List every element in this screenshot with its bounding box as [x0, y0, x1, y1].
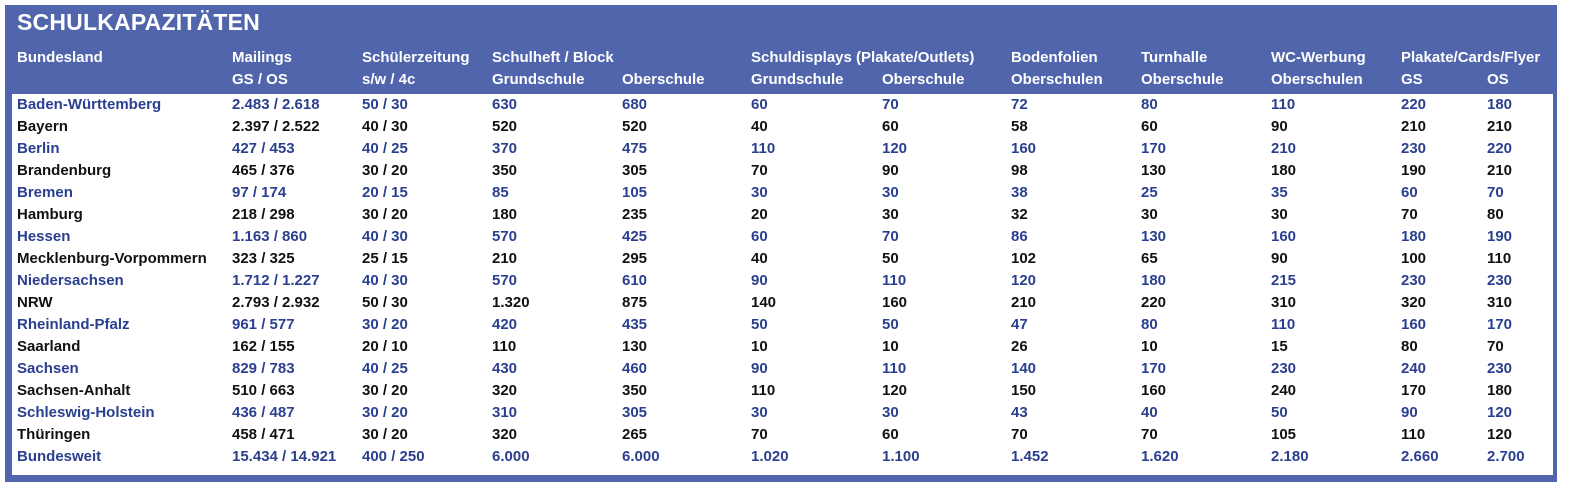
table-cell: 2.397 / 2.522: [232, 118, 320, 135]
table-cell: 160: [1011, 140, 1037, 157]
table-cell: 2.483 / 2.618: [232, 96, 320, 113]
table-cell: 70: [882, 96, 899, 113]
table-cell: 110: [751, 140, 776, 157]
table-cell: 50: [751, 316, 768, 333]
table-cell: 26: [1011, 338, 1028, 355]
table-row: [12, 116, 1553, 138]
column-header: Grundschule: [751, 71, 844, 88]
table-cell: 230: [1271, 360, 1297, 377]
table-cell: 215: [1271, 272, 1297, 289]
table-cell: 305: [622, 404, 648, 421]
table-cell: 210: [1487, 118, 1513, 135]
table-cell: 105: [622, 184, 648, 201]
table-cell: 25 / 15: [362, 250, 408, 267]
table-cell: 40 / 25: [362, 360, 408, 377]
table-cell: 436 / 487: [232, 404, 295, 421]
table-row: [12, 270, 1553, 292]
table-cell: 90: [751, 360, 768, 377]
column-header: Oberschule: [882, 71, 965, 88]
column-header: Bodenfolien: [1011, 49, 1098, 66]
table-cell: 465 / 376: [232, 162, 295, 179]
table-cell: 180: [1141, 272, 1167, 289]
table-cell: 170: [1141, 140, 1167, 157]
table-cell: 2.180: [1271, 448, 1309, 465]
table-cell: 70: [751, 162, 768, 179]
table-cell: 520: [622, 118, 648, 135]
table-cell: 97 / 174: [232, 184, 287, 201]
table-cell: 1.320: [492, 294, 530, 311]
table-cell: 100: [1401, 250, 1427, 267]
table-cell: 30 / 20: [362, 206, 408, 223]
table-cell: 40 / 30: [362, 118, 408, 135]
table-cell: 875: [622, 294, 648, 311]
table-cell: 40 / 30: [362, 272, 408, 289]
table-cell: 458 / 471: [232, 426, 295, 443]
table-cell: 30 / 20: [362, 382, 408, 399]
table-cell: 98: [1011, 162, 1028, 179]
table-cell: 30: [882, 404, 899, 421]
table-cell: 70: [1141, 426, 1158, 443]
table-cell: 70: [751, 426, 768, 443]
table-cell: 30 / 20: [362, 404, 408, 421]
row-label: Niedersachsen: [17, 272, 124, 289]
table-cell: 2.793 / 2.932: [232, 294, 320, 311]
table-cell: 140: [751, 294, 777, 311]
table-cell: 110: [1487, 250, 1512, 267]
table-cell: 90: [1401, 404, 1418, 421]
column-header: Schulheft / Block: [492, 49, 614, 66]
column-header: Bundesland: [17, 49, 103, 66]
table-cell: 961 / 577: [232, 316, 295, 333]
table-cell: 162 / 155: [232, 338, 295, 355]
table-cell: 425: [622, 228, 648, 245]
table-row: [12, 314, 1553, 336]
column-header: GS / OS: [232, 71, 288, 88]
table-cell: 1.100: [882, 448, 920, 465]
table-cell: 20 / 15: [362, 184, 408, 201]
table-cell: 150: [1011, 382, 1037, 399]
table-cell: 90: [751, 272, 768, 289]
table-cell: 70: [1401, 206, 1418, 223]
table-cell: 610: [622, 272, 648, 289]
table-cell: 170: [1141, 360, 1167, 377]
table-cell: 110: [1401, 426, 1426, 443]
table-cell: 20: [751, 206, 768, 223]
table-cell: 10: [1141, 338, 1158, 355]
table-cell: 460: [622, 360, 648, 377]
table-cell: 350: [492, 162, 518, 179]
table-cell: 160: [1141, 382, 1167, 399]
table-cell: 320: [492, 382, 518, 399]
column-header: Oberschule: [1141, 71, 1224, 88]
table-cell: 210: [492, 250, 518, 267]
table-cell: 65: [1141, 250, 1158, 267]
table-cell: 160: [1401, 316, 1427, 333]
table-cell: 30 / 20: [362, 426, 408, 443]
table-cell: 2.660: [1401, 448, 1439, 465]
column-header: Turnhalle: [1141, 49, 1208, 66]
table-cell: 30: [882, 184, 899, 201]
table-cell: 350: [622, 382, 648, 399]
table-cell: 60: [751, 228, 768, 245]
table-cell: 510 / 663: [232, 382, 295, 399]
table-cell: 30: [751, 184, 768, 201]
row-label: NRW: [17, 294, 53, 311]
column-header: Mailings: [232, 49, 293, 66]
table-cell: 680: [622, 96, 648, 113]
table-row: [12, 446, 1553, 468]
table-cell: 130: [622, 338, 648, 355]
table-row: [12, 204, 1553, 226]
row-label: Rheinland-Pfalz: [17, 316, 130, 333]
table-cell: 520: [492, 118, 518, 135]
row-label: Thüringen: [17, 426, 91, 443]
table-cell: 1.020: [751, 448, 789, 465]
column-header: Oberschule: [622, 71, 705, 88]
table-cell: 180: [1487, 382, 1513, 399]
table-cell: 1.452: [1011, 448, 1049, 465]
column-header: Oberschulen: [1011, 71, 1103, 88]
table-cell: 570: [492, 228, 518, 245]
table-cell: 60: [751, 96, 768, 113]
table-cell: 210: [1487, 162, 1513, 179]
table-cell: 110: [882, 272, 907, 289]
table-cell: 80: [1141, 316, 1158, 333]
table-cell: 230: [1401, 140, 1427, 157]
column-header: Plakate/Cards/Flyer: [1401, 49, 1541, 66]
table-cell: 30: [882, 206, 899, 223]
table-cell: 60: [1401, 184, 1418, 201]
table-cell: 25: [1141, 184, 1158, 201]
table-cell: 180: [1401, 228, 1427, 245]
table-frame: [5, 5, 1557, 482]
table-cell: 320: [1401, 294, 1427, 311]
table-cell: 320: [492, 426, 518, 443]
table-cell: 70: [882, 228, 899, 245]
table-cell: 80: [1141, 96, 1158, 113]
table-cell: 420: [492, 316, 518, 333]
table-cell: 180: [1487, 96, 1513, 113]
table-row: [12, 336, 1553, 358]
table-cell: 86: [1011, 228, 1028, 245]
table-cell: 220: [1487, 140, 1513, 157]
table-cell: 370: [492, 140, 518, 157]
table-cell: 30: [751, 404, 768, 421]
row-label: Sachsen-Anhalt: [17, 382, 131, 399]
table-cell: 15.434 / 14.921: [232, 448, 337, 465]
table-cell: 160: [882, 294, 908, 311]
table-cell: 105: [1271, 426, 1297, 443]
table-cell: 80: [1401, 338, 1418, 355]
table-cell: 230: [1487, 272, 1513, 289]
table-cell: 400 / 250: [362, 448, 425, 465]
table-cell: 60: [882, 426, 899, 443]
table-cell: 190: [1487, 228, 1513, 245]
table-cell: 305: [622, 162, 648, 179]
table-row: [12, 160, 1553, 182]
table-row: [12, 248, 1553, 270]
table-cell: 180: [492, 206, 518, 223]
table-cell: 40: [751, 250, 768, 267]
table-cell: 10: [882, 338, 899, 355]
table-cell: 70: [1487, 184, 1504, 201]
table-cell: 230: [1487, 360, 1513, 377]
row-label: Brandenburg: [17, 162, 112, 179]
table-cell: 85: [492, 184, 509, 201]
table-row: [12, 226, 1553, 248]
table-cell: 32: [1011, 206, 1028, 223]
table-cell: 110: [751, 382, 776, 399]
table-cell: 630: [492, 96, 518, 113]
column-header: Schülerzeitung: [362, 49, 470, 66]
table-cell: 50: [1271, 404, 1288, 421]
table-cell: 120: [1011, 272, 1037, 289]
table-cell: 15: [1271, 338, 1288, 355]
row-label: Hamburg: [17, 206, 83, 223]
table-cell: 30 / 20: [362, 162, 408, 179]
table-cell: 40 / 25: [362, 140, 408, 157]
table-row: [12, 94, 1553, 116]
table-cell: 70: [1487, 338, 1504, 355]
table-cell: 190: [1401, 162, 1427, 179]
table-cell: 1.712 / 1.227: [232, 272, 320, 289]
row-label: Mecklenburg-Vorpommern: [17, 250, 207, 267]
column-header: Oberschulen: [1271, 71, 1363, 88]
table-row: [12, 182, 1553, 204]
table-cell: 130: [1141, 162, 1167, 179]
table-row: [12, 424, 1553, 446]
column-header: WC-Werbung: [1271, 49, 1366, 66]
table-row: [12, 358, 1553, 380]
table-cell: 102: [1011, 250, 1037, 267]
table-cell: 120: [1487, 404, 1513, 421]
table-cell: 210: [1401, 118, 1427, 135]
table-cell: 323 / 325: [232, 250, 295, 267]
table-cell: 50: [882, 316, 899, 333]
table-cell: 50 / 30: [362, 96, 408, 113]
table-cell: 6.000: [492, 448, 530, 465]
table-cell: 570: [492, 272, 518, 289]
table-cell: 90: [1271, 118, 1288, 135]
table-cell: 1.620: [1141, 448, 1179, 465]
row-label: Schleswig-Holstein: [17, 404, 155, 421]
table-cell: 110: [1271, 96, 1296, 113]
column-header: OS: [1487, 71, 1509, 88]
table-cell: 160: [1271, 228, 1297, 245]
table-cell: 60: [882, 118, 899, 135]
table-cell: 72: [1011, 96, 1028, 113]
table-cell: 90: [1271, 250, 1288, 267]
table-cell: 1.163 / 860: [232, 228, 308, 245]
column-header: Schuldisplays (Plakate/Outlets): [751, 49, 975, 66]
table-row: [12, 402, 1553, 424]
table-cell: 43: [1011, 404, 1028, 421]
table-cell: 110: [882, 360, 907, 377]
table-cell: 310: [492, 404, 518, 421]
table-row: [12, 380, 1553, 402]
table-cell: 240: [1271, 382, 1297, 399]
row-label: Berlin: [17, 140, 60, 157]
table-cell: 30 / 20: [362, 316, 408, 333]
row-label: Saarland: [17, 338, 81, 355]
table-body: [12, 94, 1553, 475]
table-cell: 40: [1141, 404, 1158, 421]
table-cell: 427 / 453: [232, 140, 295, 157]
table-cell: 475: [622, 140, 648, 157]
table-row: [12, 292, 1553, 314]
table-cell: 80: [1487, 206, 1504, 223]
table-cell: 20 / 10: [362, 338, 408, 355]
table-cell: 6.000: [622, 448, 660, 465]
table-cell: 2.700: [1487, 448, 1525, 465]
table-cell: 40 / 30: [362, 228, 408, 245]
table-cell: 130: [1141, 228, 1167, 245]
column-header: s/w / 4c: [362, 71, 416, 88]
table-cell: 120: [882, 140, 908, 157]
table-cell: 170: [1487, 316, 1513, 333]
table-cell: 30: [1141, 206, 1158, 223]
table-cell: 35: [1271, 184, 1288, 201]
table-cell: 235: [622, 206, 648, 223]
table-cell: 90: [882, 162, 899, 179]
table-cell: 30: [1271, 206, 1288, 223]
table-cell: 430: [492, 360, 518, 377]
table-cell: 50 / 30: [362, 294, 408, 311]
table-cell: 220: [1141, 294, 1167, 311]
table-cell: 829 / 783: [232, 360, 295, 377]
table-row: [12, 138, 1553, 160]
table-cell: 70: [1011, 426, 1028, 443]
table-cell: 47: [1011, 316, 1028, 333]
table-cell: 120: [1487, 426, 1513, 443]
table-cell: 60: [1141, 118, 1158, 135]
table-cell: 50: [882, 250, 899, 267]
table-cell: 218 / 298: [232, 206, 295, 223]
table-cell: 58: [1011, 118, 1028, 135]
table-cell: 120: [882, 382, 908, 399]
table-cell: 435: [622, 316, 648, 333]
row-label: Sachsen: [17, 360, 79, 377]
row-label: Bremen: [17, 184, 73, 201]
table-cell: 38: [1011, 184, 1028, 201]
table-cell: 110: [492, 338, 517, 355]
table-cell: 110: [1271, 316, 1296, 333]
column-header: Grundschule: [492, 71, 585, 88]
table-cell: 310: [1487, 294, 1513, 311]
table-cell: 240: [1401, 360, 1427, 377]
row-label: Bayern: [17, 118, 68, 135]
table-cell: 180: [1271, 162, 1297, 179]
table-cell: 40: [751, 118, 768, 135]
column-header: GS: [1401, 71, 1423, 88]
table-cell: 210: [1011, 294, 1037, 311]
table-cell: 10: [751, 338, 768, 355]
table-cell: 170: [1401, 382, 1427, 399]
table-cell: 210: [1271, 140, 1297, 157]
table-title: SCHULKAPAZITÄTEN: [17, 9, 260, 35]
table-cell: 310: [1271, 294, 1297, 311]
table-cell: 140: [1011, 360, 1037, 377]
row-label: Bundesweit: [17, 448, 102, 465]
table-cell: 265: [622, 426, 648, 443]
row-label: Hessen: [17, 228, 71, 245]
table-cell: 230: [1401, 272, 1427, 289]
table-cell: 295: [622, 250, 648, 267]
row-label: Baden-Württemberg: [17, 96, 162, 113]
table-cell: 220: [1401, 96, 1427, 113]
